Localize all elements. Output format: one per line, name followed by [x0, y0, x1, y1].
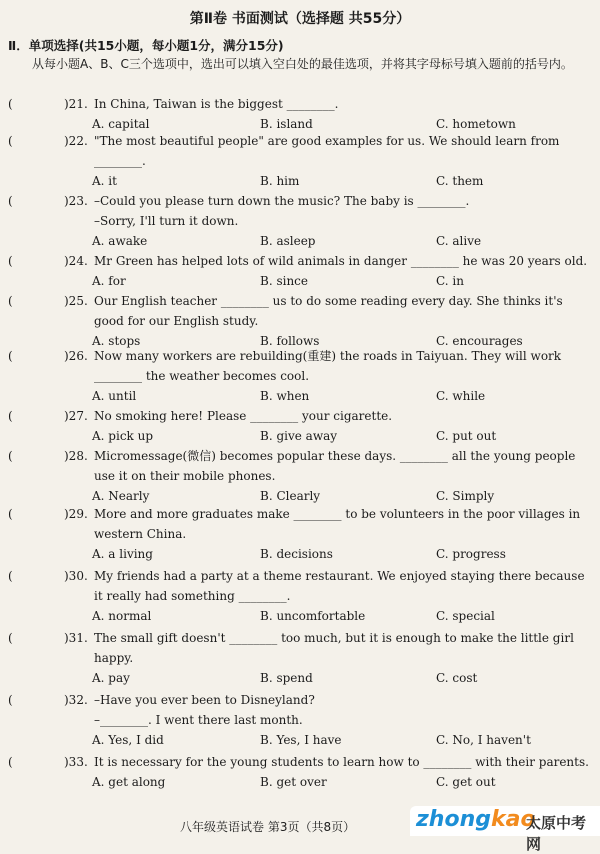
option-a: A. pick up	[92, 429, 154, 443]
option-c: C. while	[436, 389, 486, 403]
question	[8, 752, 594, 792]
question-text: ( )21. In China, Taiwan is the biggest ________.	[8, 94, 594, 114]
option-a: A. capital	[92, 117, 150, 131]
question-number: )27.	[64, 409, 88, 423]
logo-main: zhong	[416, 807, 491, 832]
option-a: A. pay	[92, 671, 130, 685]
option-a: A. get along	[92, 775, 166, 789]
question-number: )30.	[64, 569, 88, 583]
option-a: A. awake	[92, 234, 148, 248]
question-text: ( )26. Now many workers are rebuilding(重建) the roads in Taiyuan. They will work ________ the weather becomes cool.	[8, 346, 594, 386]
answer-options	[8, 426, 594, 446]
answer-options	[8, 386, 594, 406]
question-text: ( )28. Micromessage(微信) becomes popular these days. ________ all the young people use it on their mobile phones.	[8, 446, 594, 486]
option-b: B. when	[260, 389, 310, 403]
option-b: B. spend	[260, 671, 313, 685]
question-text: ( )25. Our English teacher ________ us to do some reading every day. She thinks it's good for our English study.	[8, 291, 594, 331]
option-c: C. progress	[436, 547, 506, 561]
question-text: ( )32. –Have you ever been to Disneyland?	[8, 690, 594, 710]
question	[8, 191, 594, 251]
watermark	[410, 806, 600, 853]
option-a: A. a living	[92, 547, 153, 561]
watermark-logo	[416, 807, 536, 832]
question-text: ( )30. My friends had a party at a theme restaurant. We enjoyed staying there because it really had something ________.	[8, 566, 594, 606]
question-number: )23.	[64, 194, 88, 208]
option-c: C. get out	[436, 775, 496, 789]
option-c: C. them	[436, 174, 484, 188]
question-number: )25.	[64, 294, 88, 308]
option-c: C. special	[436, 609, 495, 623]
answer-options	[8, 668, 594, 688]
option-a: A. for	[92, 274, 126, 288]
section-heading: Ⅱ．单项选择(共15小题，每小题1分，满分15分)	[8, 38, 284, 53]
question-text: –________. I went there last month.	[94, 713, 303, 727]
option-c: C. No, I haven't	[436, 733, 531, 747]
page-title: 第Ⅱ卷 书面测试（选择题 共55分）	[189, 11, 411, 27]
question-number: )22.	[64, 134, 88, 148]
option-a: A. Nearly	[92, 489, 150, 503]
question-number: )31.	[64, 631, 88, 645]
watermark-site: 太原中考网	[526, 814, 587, 853]
option-a: A. stops	[92, 334, 141, 348]
option-b: B. follows	[260, 334, 320, 348]
section-instructions: 从每小题A、B、C三个选项中，选出可以填入空白处的最佳选项，并将其字母标号填入题前的括号内。	[32, 57, 573, 71]
answer-bracket[interactable]: ( )23.	[8, 194, 88, 208]
question-text: ( )33. It is necessary for the young students to learn how to ________ with their parents.	[8, 752, 594, 772]
page-footer: 八年级英语试卷 第3页（共8页）	[180, 820, 356, 834]
answer-bracket[interactable]: ( )25.	[8, 294, 88, 308]
question	[8, 94, 594, 134]
option-c: C. in	[436, 274, 464, 288]
question-text: ( )31. The small gift doesn't ________ too much, but it is enough to make the little girl happy.	[8, 628, 594, 668]
question-number: )29.	[64, 507, 88, 521]
answer-bracket[interactable]: ( )30.	[8, 569, 88, 583]
question	[8, 131, 594, 191]
answer-options	[8, 231, 594, 251]
option-b: B. island	[260, 117, 313, 131]
question-number: )26.	[64, 349, 88, 363]
option-b: B. asleep	[260, 234, 316, 248]
answer-bracket[interactable]: ( )22.	[8, 134, 88, 148]
question	[8, 291, 594, 351]
logo-accent: kao	[491, 807, 536, 832]
option-c: C. cost	[436, 671, 478, 685]
answer-bracket[interactable]: ( )32.	[8, 693, 88, 707]
option-b: B. uncomfortable	[260, 609, 366, 623]
question	[8, 251, 594, 291]
answer-bracket[interactable]: ( )33.	[8, 755, 88, 769]
question	[8, 346, 594, 406]
question	[8, 406, 594, 446]
answer-bracket[interactable]: ( )21.	[8, 97, 88, 111]
question-text: ( )27. No smoking here! Please ________ your cigarette.	[8, 406, 594, 426]
question	[8, 446, 594, 506]
question-text: ( )29. More and more graduates make ________ to be volunteers in the poor villages in western China.	[8, 504, 594, 544]
option-b: B. decisions	[260, 547, 333, 561]
question-text: ( )22. "The most beautiful people" are good examples for us. We should learn from ________.	[8, 131, 594, 171]
answer-options	[8, 486, 594, 506]
option-b: B. give away	[260, 429, 338, 443]
option-c: C. hometown	[436, 117, 516, 131]
answer-bracket[interactable]: ( )31.	[8, 631, 88, 645]
answer-options	[8, 271, 594, 291]
answer-bracket[interactable]: ( )29.	[8, 507, 88, 521]
option-a: A. normal	[92, 609, 152, 623]
option-b: B. Yes, I have	[260, 733, 342, 747]
question-number: )24.	[64, 254, 88, 268]
option-a: A. it	[92, 174, 117, 188]
option-c: C. Simply	[436, 489, 495, 503]
answer-bracket[interactable]: ( )24.	[8, 254, 88, 268]
answer-options	[8, 171, 594, 191]
question	[8, 690, 594, 750]
option-b: B. get over	[260, 775, 327, 789]
question-text: ( )24. Mr Green has helped lots of wild animals in danger ________ he was 20 years old.	[8, 251, 594, 271]
question-text: –Sorry, I'll turn it down.	[94, 214, 239, 228]
question	[8, 504, 594, 564]
answer-options	[8, 772, 594, 792]
answer-options	[8, 606, 594, 626]
answer-options	[8, 544, 594, 564]
question-number: )28.	[64, 449, 88, 463]
option-c: C. alive	[436, 234, 482, 248]
option-b: B. him	[260, 174, 300, 188]
question	[8, 628, 594, 688]
answer-options	[8, 730, 594, 750]
option-a: A. until	[92, 389, 137, 403]
question-number: )32.	[64, 693, 88, 707]
question-text: ( )23. –Could you please turn down the music? The baby is ________.	[8, 191, 594, 211]
answer-bracket[interactable]: ( )26.	[8, 349, 88, 363]
option-b: B. Clearly	[260, 489, 321, 503]
question-number: )21.	[64, 97, 88, 111]
answer-bracket[interactable]: ( )27.	[8, 409, 88, 423]
option-a: A. Yes, I did	[92, 733, 164, 747]
question	[8, 566, 594, 626]
option-b: B. since	[260, 274, 308, 288]
question-number: )33.	[64, 755, 88, 769]
answer-bracket[interactable]: ( )28.	[8, 449, 88, 463]
option-c: C. encourages	[436, 334, 523, 348]
option-c: C. put out	[436, 429, 497, 443]
